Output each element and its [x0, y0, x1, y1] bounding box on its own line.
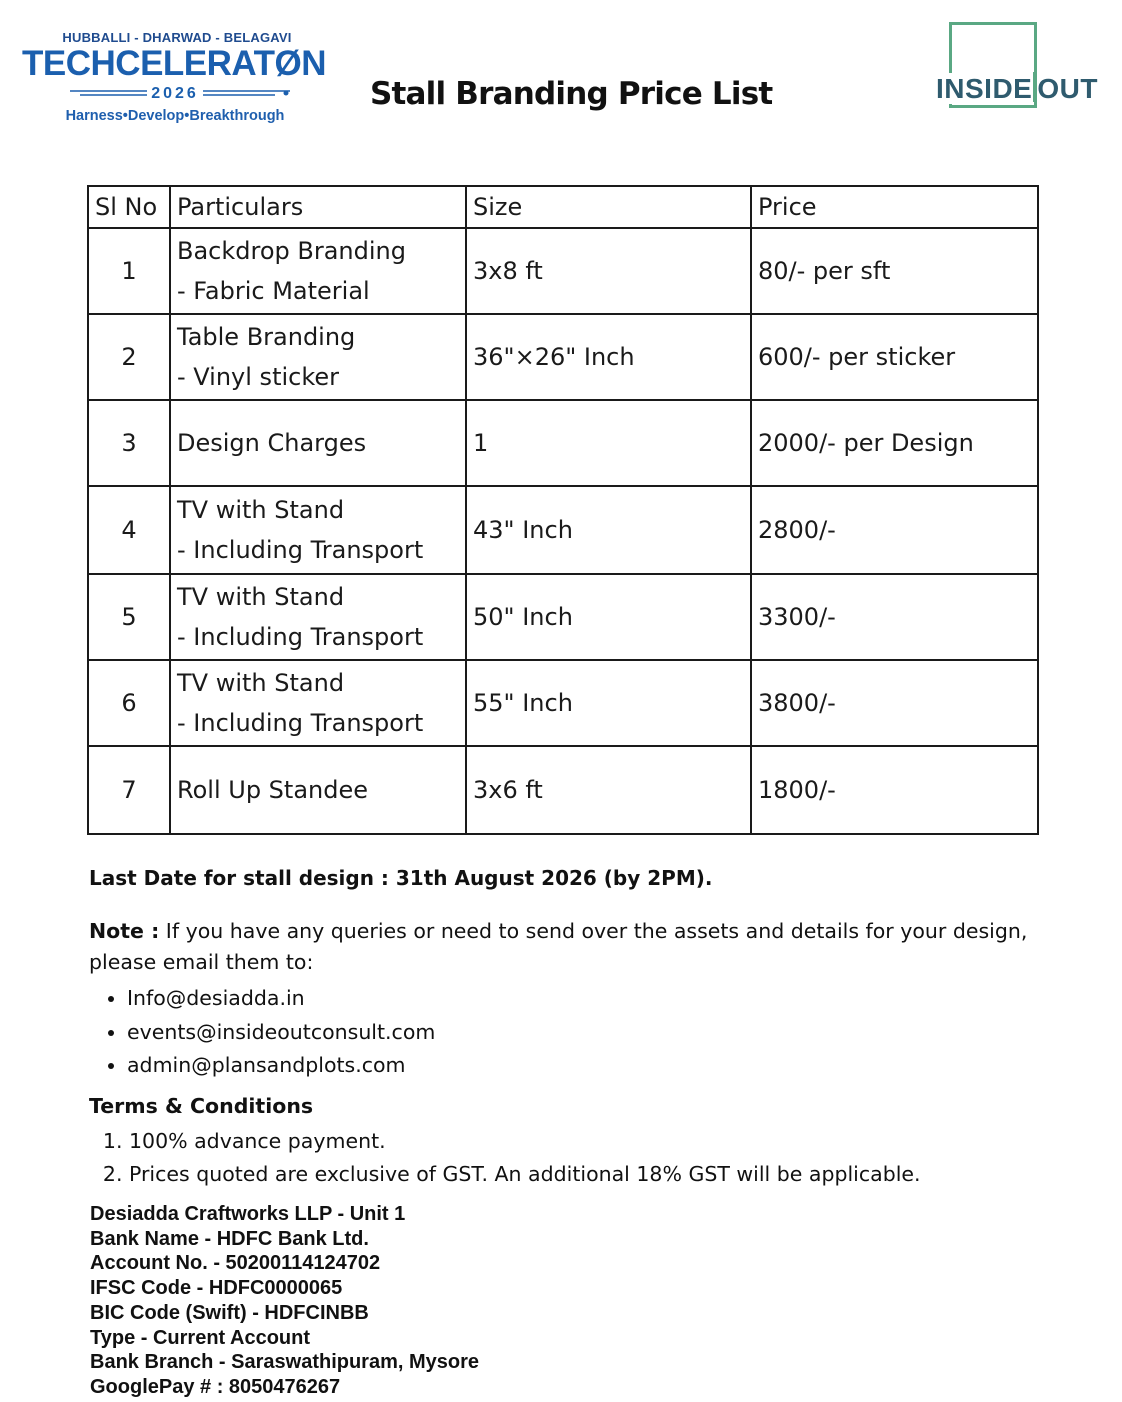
- header-sl-no: Sl No: [88, 186, 170, 228]
- logo-year-row: [50, 84, 300, 104]
- table-header-row: [88, 186, 1038, 228]
- bank-details: [90, 1202, 479, 1400]
- row-sl: 3: [88, 400, 170, 486]
- bank-type-line: Type - Current Account: [90, 1326, 311, 1349]
- table-row: [88, 574, 1038, 660]
- row-size: 50" Inch: [466, 574, 751, 660]
- row-particulars: [170, 228, 466, 314]
- table-row: [88, 660, 1038, 746]
- row-particulars: [170, 660, 466, 746]
- terms-heading: Terms & Conditions: [89, 1094, 314, 1118]
- techceleraton-logo: [14, 28, 334, 132]
- logo-region-text: HUBBALLI - DHARWAD - BELAGAVI: [62, 30, 292, 45]
- particulars-line-1: TV with Stand: [177, 669, 345, 697]
- row-size: 3x8 ft: [466, 228, 751, 314]
- row-sl: 7: [88, 746, 170, 834]
- particulars-line-2: - Vinyl sticker: [177, 363, 340, 391]
- row-particulars: [170, 400, 466, 486]
- row-particulars: [170, 746, 466, 834]
- row-size: 36"×26" Inch: [466, 314, 751, 400]
- note-label: Note :: [89, 919, 160, 943]
- row-price: 3300/-: [751, 574, 1038, 660]
- particulars-line-1: Backdrop Branding: [177, 237, 406, 265]
- table-row: [88, 314, 1038, 400]
- row-price: 2800/-: [751, 486, 1038, 574]
- bank-branch-line: Bank Branch - Saraswathipuram, Mysore: [90, 1351, 480, 1374]
- logo-name-text: TECHCELERATØN: [22, 44, 326, 83]
- table-row: [88, 746, 1038, 834]
- particulars-line-1: Table Branding: [177, 323, 356, 351]
- terms-list: [89, 1125, 921, 1191]
- bank-bic-line: BIC Code (Swift) - HDFCINBB: [90, 1301, 369, 1324]
- bank-name-line: Bank Name - HDFC Bank Ltd.: [90, 1227, 369, 1250]
- row-price: 80/- per sft: [751, 228, 1038, 314]
- row-sl: 4: [88, 486, 170, 574]
- note-text: If you have any queries or need to send over the assets and details for your design, please email them to:: [89, 919, 1028, 974]
- row-sl: 6: [88, 660, 170, 746]
- row-sl: 1: [88, 228, 170, 314]
- terms-item: 2. Prices quoted are exclusive of GST. An additional 18% GST will be applicable.: [129, 1158, 921, 1191]
- header-price: Price: [751, 186, 1038, 228]
- row-size: 1: [466, 400, 751, 486]
- particulars-line-2: - Fabric Material: [177, 277, 370, 305]
- particulars-line-1: Roll Up Standee: [177, 776, 369, 804]
- row-particulars: [170, 486, 466, 574]
- table-row: [88, 228, 1038, 314]
- row-size: 43" Inch: [466, 486, 751, 574]
- logo-tagline-text: Harness•Develop•Breakthrough: [65, 108, 285, 124]
- row-price: 3800/-: [751, 660, 1038, 746]
- note-paragraph: [89, 916, 1049, 978]
- header-size: Size: [466, 186, 751, 228]
- price-table: [87, 185, 1039, 835]
- row-sl: 2: [88, 314, 170, 400]
- email-item[interactable]: • Info@desiadda.in: [127, 982, 435, 1016]
- bank-ifsc-line: IFSC Code - HDFC0000065: [90, 1277, 343, 1300]
- email-item[interactable]: • admin@plansandplots.com: [127, 1049, 435, 1083]
- row-particulars: [170, 574, 466, 660]
- particulars-line-1: Design Charges: [177, 429, 367, 457]
- table-row: [88, 400, 1038, 486]
- row-particulars: [170, 314, 466, 400]
- row-price: 600/- per sticker: [751, 314, 1038, 400]
- table-row: [88, 486, 1038, 574]
- page-title: Stall Branding Price List: [370, 76, 773, 112]
- insideout-logo: [936, 20, 1114, 114]
- email-list: [89, 982, 435, 1083]
- logo-brand-right: OUT: [1037, 73, 1098, 104]
- email-item[interactable]: • events@insideoutconsult.com: [127, 1016, 435, 1050]
- bank-company-line: Desiadda Craftworks LLP - Unit 1: [90, 1203, 406, 1225]
- header-particulars: Particulars: [170, 186, 466, 228]
- terms-item: 1. 100% advance payment.: [129, 1125, 921, 1158]
- bank-account-line: Account No. - 50200114124702: [90, 1252, 381, 1275]
- row-price: 1800/-: [751, 746, 1038, 834]
- row-sl: 5: [88, 574, 170, 660]
- particulars-line-2: - Including Transport: [177, 623, 424, 651]
- logo-brand-left: INSIDE: [936, 73, 1033, 104]
- particulars-line-1: TV with Stand: [177, 496, 345, 524]
- row-price: 2000/- per Design: [751, 400, 1038, 486]
- particulars-line-1: TV with Stand: [177, 583, 345, 611]
- row-size: 3x6 ft: [466, 746, 751, 834]
- stall-design-deadline: Last Date for stall design : 31th August 2026 (by 2PM).: [89, 866, 713, 890]
- particulars-line-2: - Including Transport: [177, 709, 424, 737]
- bank-googlepay-line: GooglePay # : 8050476267: [90, 1375, 341, 1398]
- logo-year-text: 2026: [147, 85, 203, 102]
- row-size: 55" Inch: [466, 660, 751, 746]
- particulars-line-2: - Including Transport: [177, 536, 424, 564]
